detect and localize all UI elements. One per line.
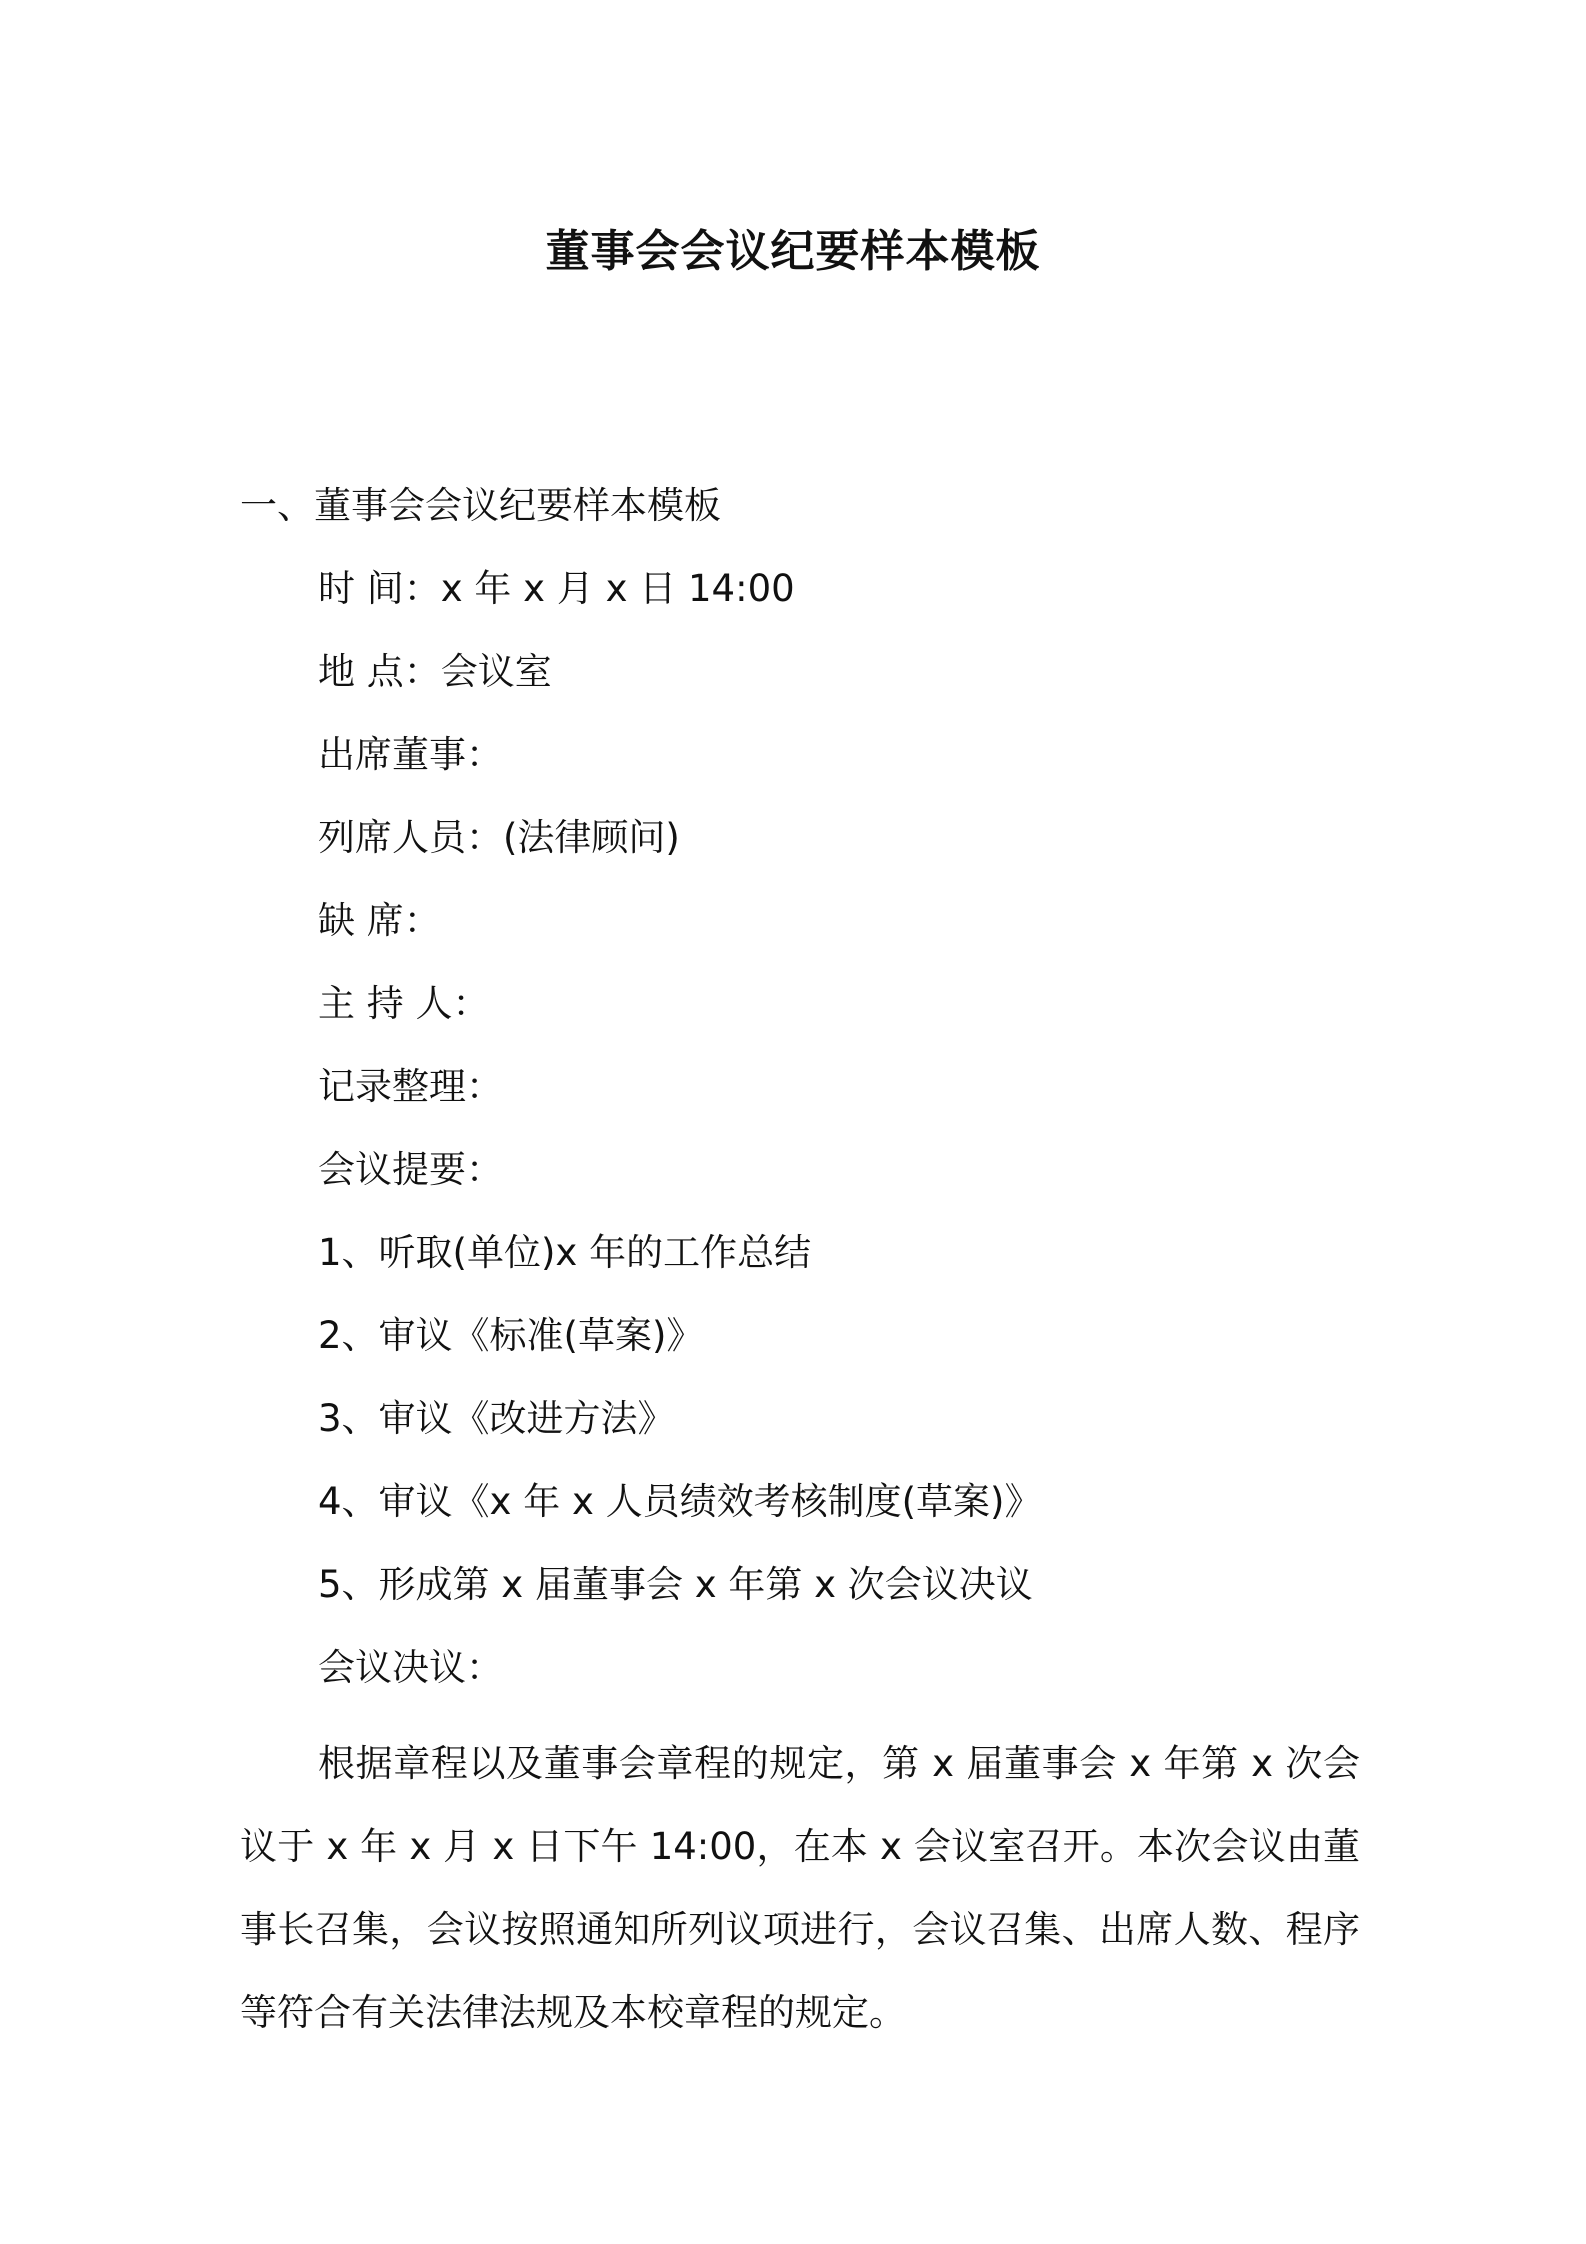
agenda-item-3: 3、审议《改进方法》: [318, 1397, 675, 1440]
field-time: 时 间：x 年 x 月 x 日 14:00: [318, 567, 795, 610]
agenda-item-2: 2、审议《标准(草案)》: [318, 1314, 704, 1357]
agenda-item-4: 4、审议《x 年 x 人员绩效考核制度(草案)》: [318, 1480, 1042, 1523]
field-location: 地 点：会议室: [318, 650, 552, 693]
field-resolution-heading: 会议决议：: [318, 1646, 503, 1689]
field-absent: 缺 席：: [318, 899, 441, 942]
section-heading: 一、董事会会议纪要样本模板: [240, 484, 721, 527]
field-agenda-heading: 会议提要：: [318, 1148, 503, 1191]
agenda-item-1: 1、听取(单位)x 年的工作总结: [318, 1231, 812, 1274]
resolution-paragraph: 根据章程以及董事会章程的规定，第 x 届董事会 x 年第 x 次会议于 x 年 x 月 x 日下午 14:00，在本 x 会议室召开。本次会议由董事长召集，会议按照通知所列议项进行，会议召集、出席人数、程序等符合有关法律法规及本校章程的规定。: [240, 1742, 1360, 2034]
field-host: 主 持 人：: [318, 982, 490, 1025]
field-attending-directors: 出席董事：: [318, 733, 503, 776]
field-recorder: 记录整理：: [318, 1065, 503, 1108]
field-observers: 列席人员：(法律顾问): [318, 816, 680, 859]
agenda-item-5: 5、形成第 x 届董事会 x 年第 x 次会议决议: [318, 1563, 1033, 1606]
document-title: 董事会会议纪要样本模板: [545, 226, 1041, 277]
